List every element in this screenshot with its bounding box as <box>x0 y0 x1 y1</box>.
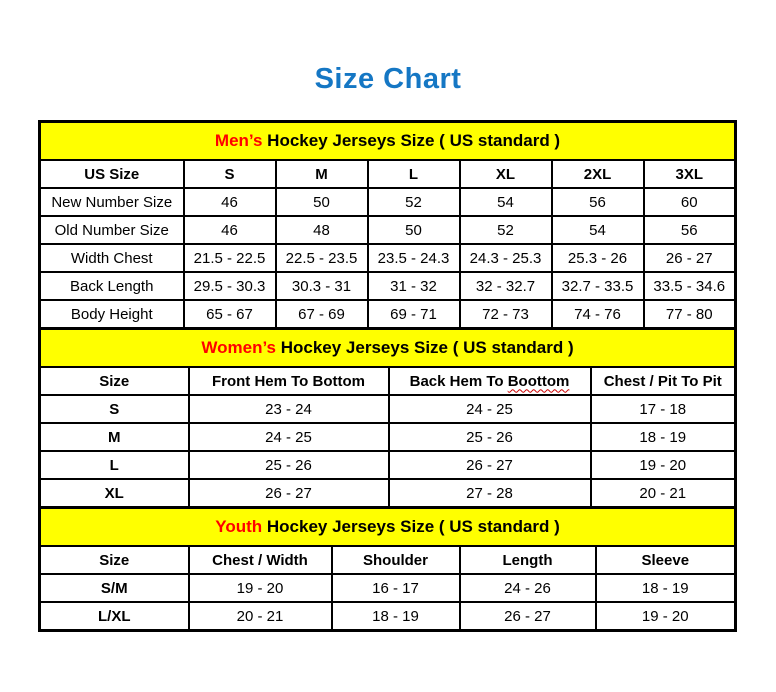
table-row <box>40 216 736 244</box>
column-header: XL <box>460 160 552 188</box>
table-cell: 32.7 - 33.5 <box>552 272 644 300</box>
table-cell: 52 <box>460 216 552 244</box>
column-header: S <box>184 160 276 188</box>
mens-caption-text: Hockey Jerseys Size ( US standard ) <box>262 131 561 150</box>
table-cell: 18 - 19 <box>591 423 736 451</box>
column-header: US Size <box>40 160 184 188</box>
table-cell: 23 - 24 <box>189 395 389 423</box>
row-label: S/M <box>40 574 189 602</box>
table-cell: 16 - 17 <box>332 574 460 602</box>
column-header: L <box>368 160 460 188</box>
womens-caption-highlight: Women’s <box>201 338 276 357</box>
table-cell: 69 - 71 <box>368 300 460 329</box>
column-header: 3XL <box>644 160 736 188</box>
mens-table-caption <box>40 122 736 161</box>
youth-caption-row <box>40 508 736 547</box>
table-cell: 19 - 20 <box>596 602 736 631</box>
table-cell: 56 <box>552 188 644 216</box>
table-cell: 27 - 28 <box>389 479 591 508</box>
column-header: 2XL <box>552 160 644 188</box>
mens-size-table <box>38 120 737 330</box>
youth-header-row <box>40 546 736 574</box>
table-cell: 18 - 19 <box>332 602 460 631</box>
column-header: Sleeve <box>596 546 736 574</box>
youth-size-table <box>38 506 737 632</box>
table-cell: 29.5 - 30.3 <box>184 272 276 300</box>
row-label: Old Number Size <box>40 216 184 244</box>
table-cell: 50 <box>368 216 460 244</box>
table-cell: 20 - 21 <box>189 602 332 631</box>
table-row <box>40 188 736 216</box>
table-cell: 30.3 - 31 <box>276 272 368 300</box>
table-cell: 67 - 69 <box>276 300 368 329</box>
column-header: Size <box>40 546 189 574</box>
table-cell: 21.5 - 22.5 <box>184 244 276 272</box>
table-row <box>40 423 736 451</box>
table-row <box>40 244 736 272</box>
column-header <box>389 367 591 395</box>
mens-caption-row <box>40 122 736 161</box>
column-header: Shoulder <box>332 546 460 574</box>
mens-caption-highlight: Men’s <box>214 131 263 150</box>
table-cell: 54 <box>460 188 552 216</box>
column-header: Front Hem To Bottom <box>189 367 389 395</box>
table-cell: 26 - 27 <box>389 451 591 479</box>
table-cell: 46 <box>184 188 276 216</box>
table-cell: 56 <box>644 216 736 244</box>
column-header: Chest / Width <box>189 546 332 574</box>
table-cell: 19 - 20 <box>591 451 736 479</box>
table-row <box>40 395 736 423</box>
womens-caption-text: Hockey Jerseys Size ( US standard ) <box>276 338 574 357</box>
table-row <box>40 300 736 329</box>
youth-caption-highlight: Youth <box>215 517 263 536</box>
womens-size-table <box>38 327 737 509</box>
table-cell: 74 - 76 <box>552 300 644 329</box>
table-cell: 77 - 80 <box>644 300 736 329</box>
table-cell: 54 <box>552 216 644 244</box>
table-cell: 18 - 19 <box>596 574 736 602</box>
row-label: Back Length <box>40 272 184 300</box>
table-cell: 26 - 27 <box>189 479 389 508</box>
table-cell: 60 <box>644 188 736 216</box>
table-cell: 22.5 - 23.5 <box>276 244 368 272</box>
table-cell: 65 - 67 <box>184 300 276 329</box>
youth-caption-text: Hockey Jerseys Size ( US standard ) <box>262 517 560 536</box>
table-row <box>40 451 736 479</box>
table-cell: 19 - 20 <box>189 574 332 602</box>
mens-header-row <box>40 160 736 188</box>
row-label: L <box>40 451 189 479</box>
womens-caption-row <box>40 329 736 368</box>
row-label: Width Chest <box>40 244 184 272</box>
table-cell: 52 <box>368 188 460 216</box>
row-label: XL <box>40 479 189 508</box>
table-cell: 31 - 32 <box>368 272 460 300</box>
table-cell: 20 - 21 <box>591 479 736 508</box>
table-cell: 23.5 - 24.3 <box>368 244 460 272</box>
table-cell: 46 <box>184 216 276 244</box>
page-title: Size Chart <box>314 63 462 95</box>
womens-table-caption <box>40 329 736 368</box>
table-cell: 25 - 26 <box>389 423 591 451</box>
table-cell: 24 - 25 <box>189 423 389 451</box>
misspelled-word: Boottom <box>507 372 570 390</box>
table-cell: 25.3 - 26 <box>552 244 644 272</box>
table-cell: 72 - 73 <box>460 300 552 329</box>
table-cell: 26 - 27 <box>460 602 596 631</box>
row-label: New Number Size <box>40 188 184 216</box>
table-cell: 33.5 - 34.6 <box>644 272 736 300</box>
column-header: Chest / Pit To Pit <box>591 367 736 395</box>
table-row <box>40 574 736 602</box>
table-cell: 25 - 26 <box>189 451 389 479</box>
row-label: M <box>40 423 189 451</box>
youth-table-caption <box>40 508 736 547</box>
table-row <box>40 479 736 508</box>
size-chart-tables <box>38 120 734 632</box>
table-cell: 32 - 32.7 <box>460 272 552 300</box>
table-cell: 24.3 - 25.3 <box>460 244 552 272</box>
table-cell: 24 - 26 <box>460 574 596 602</box>
table-cell: 24 - 25 <box>389 395 591 423</box>
table-cell: 50 <box>276 188 368 216</box>
column-header-text: Back Hem To <box>409 372 508 390</box>
column-header: M <box>276 160 368 188</box>
womens-header-row <box>40 367 736 395</box>
row-label: S <box>40 395 189 423</box>
table-row <box>40 272 736 300</box>
row-label: L/XL <box>40 602 189 631</box>
table-cell: 26 - 27 <box>644 244 736 272</box>
column-header: Length <box>460 546 596 574</box>
column-header: Size <box>40 367 189 395</box>
row-label: Body Height <box>40 300 184 329</box>
table-cell: 17 - 18 <box>591 395 736 423</box>
table-row <box>40 602 736 631</box>
table-cell: 48 <box>276 216 368 244</box>
